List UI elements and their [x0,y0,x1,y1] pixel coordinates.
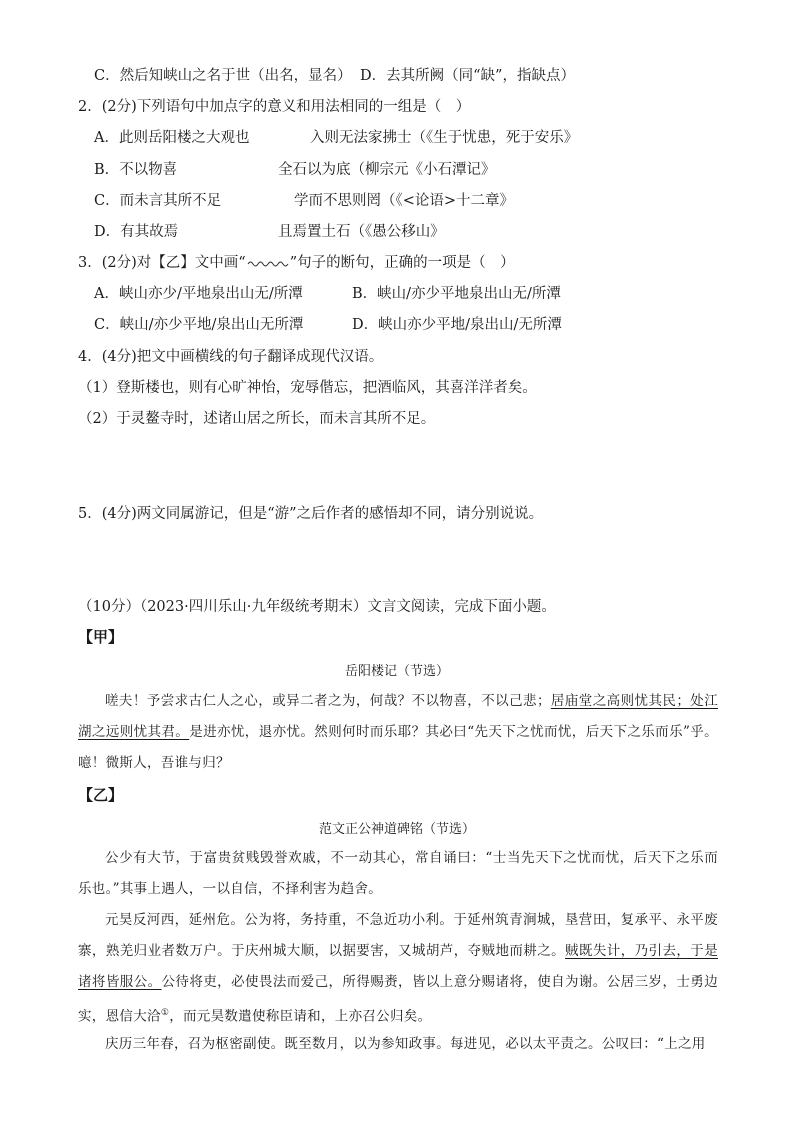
q3-stem-end: ”句子的断句，正确的一项是（ ） [289,255,515,271]
jia-title: 岳阳楼记（节选） [344,664,449,679]
jia-underlined-sentence: 居庙堂之高则忧其民；处江湖之远则忧其君。 [78,693,718,740]
q2-row-a-right: 入则无法家拂士（《生于忧患，死于安乐》 [310,130,579,146]
q2-row-c-left: C．而未言其所不足 [94,193,222,209]
yi-paragraph-3: 庆历三年春，召为枢密副使。既至数月，以为参知政事。每进见，必以太平责之。公叹曰：“上之用 [105,1036,706,1052]
q4-sentence-2: （2）于灵鳌寺时，述诸山居之所长，而未言其所不足。 [78,411,436,427]
footnote-marker: ① [160,1008,170,1018]
q2-row-a-left: A．此则岳阳楼之大观也 [94,130,250,146]
q4-stem: 4．(4分)把文中画横线的句子翻译成现代汉语。 [78,349,384,365]
wavy-underline-icon [247,258,289,268]
q1-option-c: C．然后知峡山之名于世（出名，显名） [94,68,352,84]
q2-row-d-left: D．有其故焉 [94,224,179,240]
q3-option-d: D．峡山亦少平地/泉出山/无所潭 [352,317,562,333]
yi-paragraph-2 [78,905,718,1033]
q2-row-b-left: B．不以物喜 [94,162,178,178]
q2-stem: 2．(2分)下列语句中加点字的意义和用法相同的一组是（ ） [78,99,471,115]
q4-sentence-1: （1）登斯楼也，则有心旷神怡，宠辱偕忘，把酒临风，其喜洋洋者矣。 [78,380,537,396]
q2-row-d-right: 且焉置土石（《愚公移山》 [278,224,445,240]
yi-title: 范文正公神道碑铭（节选） [318,822,475,837]
jia-text-b: 是进亦忧，退亦忧。然则何时而乐耶？其必曰“先天下之忧而忧，后天下之乐而乐”乎。噫！微斯人，吾谁与归？ [78,724,718,771]
jia-label: 【甲】 [78,628,124,646]
q3-option-c: C．峡山/亦少平地/泉出山无所潭 [94,317,304,333]
jia-text-a: 嗟夫！予尝求古仁人之心，或异二者之为，何哉？不以物喜，不以己悲； [105,693,551,709]
yi-p2-text-a: 元昊反河西，延州危。公为将，务持重，不急近功小利。于延州筑青涧城，垦营田，复承平、永平废寨，熟羌归业者数万户。于庆州城大顺，以据要害，又城胡芦，夺贼地而耕之。 [78,912,718,959]
jia-passage [78,686,718,779]
yi-p2-text-c: ，而元昊数遣使称臣请和，上亦召公归矣。 [169,1008,432,1025]
yi-paragraph-1: 公少有大节，于富贵贫贱毁誉欢戚，不一动其心，常自诵曰：“士当先天下之忧而忧，后天下之乐而乐也。”其事上遇人，一以自信，不择利害为趋舍。 [78,850,718,897]
q3-stem [78,253,515,273]
q1-option-d: D．去其所阙（同“缺”，指缺点） [360,68,575,84]
q3-option-b: B．峡山/亦少平地泉出山无/所潭 [352,286,561,302]
section-intro: （10分）（2023·四川乐山·九年级统考期末）文言文阅读，完成下面小题。 [78,599,556,615]
yi-underlined-sentence: 贼既失计，乃引去，于是诸将皆服公。 [78,943,718,990]
yi-label: 【乙】 [78,786,124,804]
q2-row-b-right: 全石以为底（柳宗元《小石潭记》 [278,162,496,178]
q2-row-c-right: 学而不思则罔（《<论语>十二章》 [294,193,515,209]
q5-stem: 5．(4分)两文同属游记，但是“游”之后作者的感悟却不同，请分别说说。 [78,506,544,522]
q3-option-a: A．峡山亦少/平地泉出山无/所潭 [94,286,303,302]
q3-stem-start: 3．(2分)对【乙】文中画“ [78,255,246,271]
yi-p2-text-b: 公待将吏，必使畏法而爱己，所得赐赉，皆以上意分赐诸将，使自为谢。公居三岁，士勇边实，恩信大洽 [78,974,718,1025]
